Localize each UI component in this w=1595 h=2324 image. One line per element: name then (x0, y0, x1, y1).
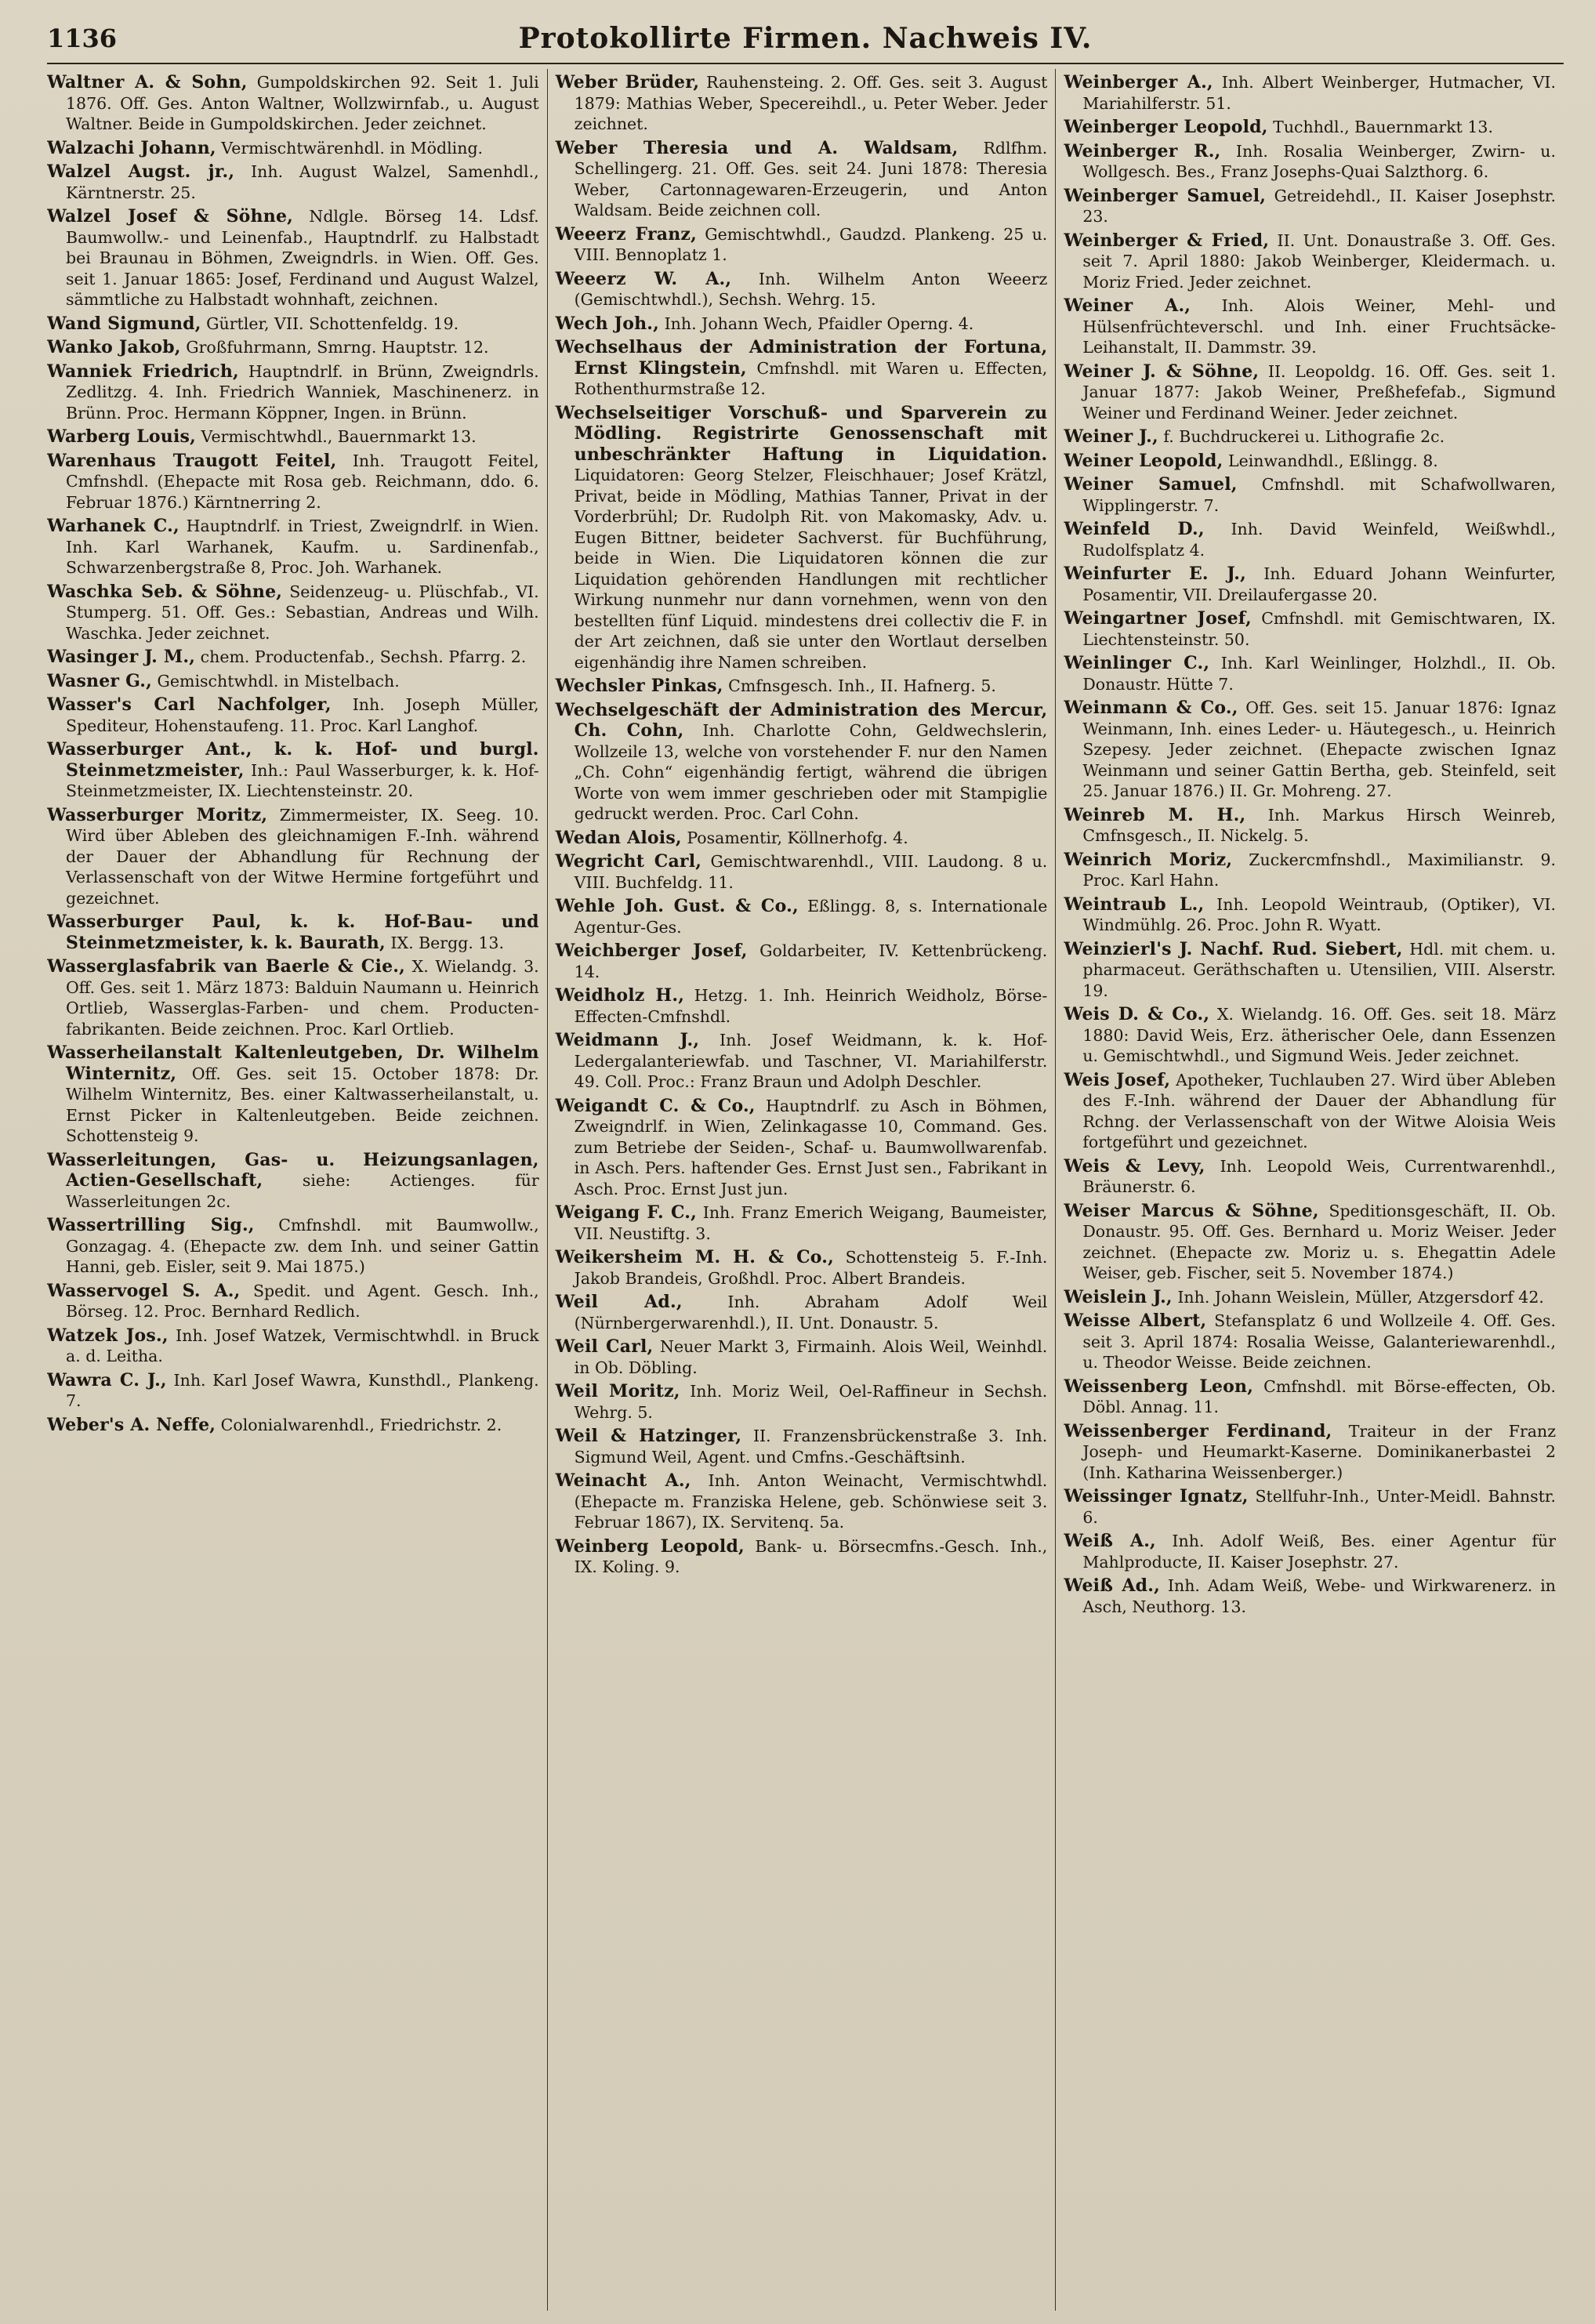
firm-name: Weis & Levy, (1064, 1155, 1205, 1177)
page-header (47, 14, 1564, 64)
firm-name: Wasinger J. M., (47, 647, 196, 667)
firm-name: Wechsler Pinkas, (555, 676, 723, 696)
firm-name: Wasserglasfabrik van Baerle & Cie., (47, 956, 405, 977)
page-title: Protokollirte Firmen. Nachweis IV. (518, 22, 1093, 55)
firm-name: Weinacht A., (555, 1470, 691, 1491)
firm-details: Inh. Traugott Feitel, Cmfnshdl. (Ehepacte mit Rosa geb. Reichmann, ddo. 6. Februar 1876.) Kärntnerring 2. (66, 451, 539, 512)
directory-entry (1064, 295, 1556, 358)
directory-entry (47, 1415, 539, 1436)
firm-details: Off. Ges. seit 15. Januar 1876: Ignaz Weinmann, Inh. eines Leder- u. Häutegesch., u. Heinrich Szepesy. Jeder zeichnet. (Ehepacte zwischen Ignaz Weinmann und seiner Gattin Bertha, geb. Steinfeld, seit 25. Januar 1876.) II. Gr. Mohreng. 27. (1082, 698, 1557, 800)
firm-details: Hdl. mit chem. u. pharmaceut. Geräthschaften u. Utensilien, VIII. Alserstr. 19. (1082, 939, 1557, 1000)
firm-details: Cmfnshdl. mit Schafwollwaren, Wipplingerstr. 7. (1082, 475, 1557, 515)
firm-name: Weinberger Leopold, (1064, 117, 1268, 137)
firm-name: Wand Sigmund, (47, 313, 201, 334)
firm-details: Inh. Markus Hirsch Weinreb, Cmfnsgesch., II. Nickelg. 5. (1082, 805, 1557, 845)
directory-entry (47, 805, 539, 909)
directory-entry (47, 337, 539, 358)
firm-name: Watzek Jos., (47, 1325, 169, 1346)
directory-entry (47, 694, 539, 736)
firm-details: Gemischtwarenhdl., VIII. Laudong. 8 u. VIII. Buchfeldg. 11. (574, 852, 1048, 892)
directory-entry (1064, 230, 1556, 293)
firm-name: Wegricht Carl, (555, 851, 702, 872)
directory-entry (556, 403, 1048, 673)
firm-details: Inh.: Paul Wasserburger, k. k. Hof-Steinmetzmeister, IX. Liechtensteinstr. 20. (66, 760, 539, 800)
firm-details: Inh. Rosalia Weinberger, Zwirn- u. Wollgesch. Bes., Franz Josephs-Quai Salzthorg. 6. (1082, 141, 1557, 181)
directory-entry (556, 1247, 1048, 1289)
firm-name: Weinberger Samuel, (1064, 185, 1267, 206)
directory-entry (556, 72, 1048, 135)
firm-details: Inh. Leopold Weis, Currentwarenhdl., Bräunerstr. 6. (1082, 1156, 1557, 1196)
firm-details: Hetzg. 1. Inh. Heinrich Weidholz, Börse-Effecten-Cmfnshdl. (574, 986, 1048, 1026)
firm-name: Warberg Louis, (47, 426, 196, 447)
firm-details: Cmfnshdl. mit Baumwollw., Gonzagag. 4. (Ehepacte zw. dem Inh. und seiner Gattin Hanni, geb. Eisler, seit 9. Mai 1875.) (66, 1216, 539, 1276)
firm-details: Hauptndrlf. in Triest, Zweigndrlf. in Wien. Inh. Karl Warhanek, Kaufm. u. Sardinenfab., Schwarzenbergstraße 8, Proc. Joh. Warhanek. (66, 517, 539, 577)
directory-entry (47, 206, 539, 310)
firm-name: Weinberger R., (1064, 140, 1221, 161)
firm-name: Weiner Leopold, (1064, 450, 1223, 471)
directory-entry (556, 1426, 1048, 1467)
firm-name: Weinreb M. H., (1064, 804, 1246, 825)
firm-name: Weigang F. C., (555, 1202, 697, 1223)
directory-entry (1064, 894, 1556, 936)
firm-details: Gemischtwhdl., Gaudzd. Plankeng. 25 u. VIII. Bennoplatz 1. (574, 224, 1048, 264)
firm-details: Stefansplatz 6 und Wollzeile 4. Off. Ges. seit 3. April 1874: Rosalia Weisse, Galanteriewarenhdl., u. Theodor Weisse. Beide zeichnen. (1082, 1311, 1557, 1372)
firm-name: Weiser Marcus & Söhne, (1064, 1200, 1319, 1221)
firm-details: IX. Bergg. 13. (390, 933, 504, 952)
directory-entry (1064, 186, 1556, 227)
directory-entry (1064, 653, 1556, 694)
firm-name: Weeerz Franz, (555, 223, 697, 245)
firm-details: Großfuhrmann, Smrng. Hauptstr. 12. (186, 338, 489, 357)
firm-name: Weber's A. Neffe, (47, 1414, 216, 1435)
firm-details: Cmfnshdl. mit Waren u. Effecten, Rothenthurmstraße 12. (574, 358, 1048, 398)
firm-details: Inh. David Weinfeld, Weißwhdl., Rudolfsplatz 4. (1082, 520, 1557, 560)
directory-entry (556, 1292, 1048, 1333)
directory-entry (556, 851, 1048, 893)
firm-name: Warenhaus Traugott Feitel, (47, 450, 337, 471)
firm-name: Weinberg Leopold, (555, 1535, 745, 1557)
directory-entry (47, 1325, 539, 1367)
firm-name: Wasner G., (47, 670, 152, 691)
firm-name: Weiß A., (1064, 1531, 1156, 1551)
firm-details: Inh. Karl Josef Wawra, Kunsthdl., Plankeng. 7. (66, 1370, 539, 1410)
directory-entry (1064, 564, 1556, 605)
directory-entry (1064, 361, 1556, 424)
directory-entry (47, 516, 539, 578)
firm-details: Bank- u. Börsecmfns.-Gesch. Inh., IX. Koling. 9. (574, 1536, 1048, 1576)
directory-entry (47, 314, 539, 335)
column-right (1055, 69, 1564, 2311)
firm-details: Inh. Karl Weinlinger, Holzhdl., II. Ob. Donaustr. Hütte 7. (1082, 654, 1556, 694)
directory-entry (1064, 451, 1556, 472)
firm-name: Weiner A., (1064, 295, 1191, 316)
firm-name: Weis D. & Co., (1064, 1004, 1210, 1024)
firm-name: Weinberger A., (1064, 72, 1213, 92)
directory-entry (556, 1202, 1048, 1244)
firm-details: Traiteur in der Franz Joseph- und Heumarkt-Kaserne. Dominikanerbastei 2 (Inh. Katharina Weissenberger.) (1082, 1421, 1557, 1482)
firm-name: Wechselhaus der Administration der Fortuna, Ernst Klingstein, (555, 337, 1048, 379)
directory-entry (47, 138, 539, 159)
firm-name: Weintraub L., (1064, 894, 1205, 915)
firm-name: Weinrich Moriz, (1064, 849, 1233, 870)
firm-details: chem. Productenfab., Sechsh. Pfarrg. 2. (200, 647, 527, 666)
firm-name: Weichberger Josef, (555, 941, 748, 961)
firm-details: Cmfnshdl. mit Börse-effecten, Ob. Döbl. Annag. 11. (1082, 1376, 1557, 1416)
directory-entry (47, 426, 539, 448)
directory-entry (556, 269, 1048, 310)
directory-entry (47, 582, 539, 644)
entry-columns (47, 69, 1564, 2311)
firm-name: Wasserburger Paul, k. k. Hof-Bau- und Steinmetzmeister, k. k. Baurath, (47, 912, 539, 953)
directory-entry (1064, 939, 1556, 1002)
firm-name: Wasserburger Moritz, (47, 804, 268, 825)
firm-name: Walzel Josef & Söhne, (47, 206, 293, 227)
firm-details: Inh. Josef Weidmann, k. k. Hof-Ledergalanteriewfab. und Taschner, VI. Mariahilferstr. 49. Coll. Proc.: Franz Braun und Adolph Deschler. (574, 1031, 1048, 1091)
firm-details: Liquidatoren: Georg Stelzer, Fleischhauer; Josef Krätzl, Privat, beide in Mödling, Mathias Tanner, Privat in der Vorderbrühl; Dr. Rudolph Rit. von Makomasky, Adv. u. Eugen Bittner, beideter Sachverst. für Buchführung, beide in Wien. Die Liquidatoren können die zur Liquidation gehörenden Handlungen mit rechtlicher Wirkung nunmehr nur dann vornehmen, wenn von den bestellten fünf Liquid. mindestens drei collectiv die F. in der Art zeichnen, daß sie unter den Wortlaut derselben eigenhändig ihre Namen schreiben. (574, 466, 1048, 672)
firm-name: Weinlinger C., (1064, 653, 1210, 673)
firm-details: Spedit. und Agent. Gesch. Inh., Börseg. 12. Proc. Bernhard Redlich. (66, 1281, 539, 1321)
firm-name: Weinfurter E. J., (1064, 564, 1246, 584)
directory-entry (556, 1381, 1048, 1423)
directory-entry (47, 361, 539, 424)
directory-entry (556, 896, 1048, 937)
column-left (47, 69, 547, 2311)
firm-details: Schottensteig 5. F.-Inh. Jakob Brandeis, Großhdl. Proc. Albert Brandeis. (574, 1248, 1048, 1288)
firm-name: Weissenberger Ferdinand, (1064, 1420, 1332, 1441)
firm-details: Zimmermeister, IX. Seeg. 10. Wird über Ableben des gleichnamigen F.-Inh. während der Dauer der Abhandlung für Rechnung der Verlassenschaft von der Witwe Hermine fortgeführt und gezeichnet. (66, 805, 539, 908)
firm-name: Weiner J., (1064, 426, 1158, 447)
firm-details: Cmfnshdl. mit Gemischtwaren, IX. Liechtensteinstr. 50. (1082, 609, 1556, 649)
directory-entry (556, 1096, 1048, 1200)
directory-entry (556, 1030, 1048, 1093)
firm-details: Cmfnsgesch. Inh., II. Hafnerg. 5. (728, 676, 996, 695)
firm-name: Weissenberg Leon, (1064, 1376, 1254, 1397)
directory-entry (1064, 1070, 1556, 1153)
firm-name: Weinberger & Fried, (1064, 230, 1270, 251)
firm-details: Rdlfhm. Schellingerg. 21. Off. Ges. seit 24. Juni 1878: Theresia Weber, Cartonnagewaren-Erzeugerin, und Anton Waldsam. Beide zeichnen coll. (574, 138, 1048, 219)
firm-name: Weinfeld D., (1064, 519, 1205, 539)
firm-name: Wassertrilling Sig., (47, 1215, 255, 1235)
firm-details: Neuer Markt 3, Firmainh. Alois Weil, Weinhdl. in Ob. Döbling. (574, 1337, 1048, 1377)
firm-name: Wasser's Carl Nachfolger, (47, 694, 332, 715)
firm-details: Inh. Albert Weinberger, Hutmacher, VI. Mariahilferstr. 51. (1082, 73, 1556, 113)
firm-details: Inh. Franz Emerich Weigang, Baumeister, VII. Neustiftg. 3. (574, 1203, 1048, 1243)
firm-details: Tuchhdl., Bauernmarkt 13. (1273, 118, 1493, 136)
firm-details: Inh. Josef Watzek, Vermischtwhdl. in Bruck a. d. Leitha. (66, 1325, 539, 1365)
firm-name: Wasservogel S. A., (47, 1280, 241, 1301)
directory-entry (1064, 1421, 1556, 1484)
firm-details: II. Franzensbrückenstraße 3. Inh. Sigmund Weil, Agent. und Cmfns.-Geschäftsinh. (574, 1427, 1048, 1467)
firm-name: Wechselseitiger Vorschuß- und Sparverein zu Mödling. Registrirte Genossenschaft mit unbeschränkter Haftung in Liquidation. (555, 402, 1048, 465)
directory-entry (556, 314, 1048, 335)
firm-name: Weigandt C. & Co., (555, 1095, 756, 1116)
firm-name: Weinmann & Co., (1064, 698, 1238, 718)
firm-details: Posamentir, Köllnerhofg. 4. (687, 828, 908, 847)
firm-name: Weisse Albert, (1064, 1311, 1207, 1331)
firm-name: Wasserleitungen, Gas- u. Heizungsanlagen, Actien-Gesellschaft, (47, 1149, 539, 1191)
directory-entry (47, 72, 539, 135)
firm-name: Weiner J. & Söhne, (1064, 361, 1260, 382)
firm-name: Weil Moritz, (555, 1381, 680, 1401)
firm-details: Stellfuhr-Inh., Unter-Meidl. Bahnstr. 6. (1082, 1487, 1556, 1527)
firm-details: Inh. Moriz Weil, Oel-Raffineur in Sechsh. Wehrg. 5. (574, 1382, 1048, 1422)
firm-details: X. Wielandg. 3. Off. Ges. seit 1. März 1873: Balduin Naumann u. Heinrich Ortlieb, Wasserglas-Farben- und chem. Producten-fabrikanten. Beide zeichnen. Proc. Karl Ortlieb. (66, 957, 539, 1039)
directory-entry (1064, 1004, 1556, 1067)
firm-details: Ndlgle. Börseg 14. Ldsf. Baumwollw.- und Leinenfab., Hauptndrlf. zu Halbstadt bei Braunau in Böhmen, Zweigndrls. in Wien. Off. Ges. seit 1. Januar 1865: Josef, Ferdinand und August Walzel, sämmtliche zu Halbstadt wohnhaft, zeichnen. (66, 207, 539, 309)
firm-name: Walzachi Johann, (47, 137, 216, 158)
column-middle (547, 69, 1056, 2311)
firm-name: Waschka Seb. & Söhne, (47, 581, 283, 602)
firm-details: Inh. Charlotte Cohn, Geldwechslerin, Wollzeile 13, welche von vorstehender F. nur den Namen „Ch. Cohn“ eigenhändig fertigt, während die übrigen Worte von wem immer geschrieben oder mit Stampiglie gedruckt werden. Proc. Carl Cohn. (574, 721, 1048, 823)
firm-details: Inh. Joseph Müller, Spediteur, Hohenstaufeng. 11. Proc. Karl Langhof. (66, 695, 539, 735)
firm-details: II. Leopoldg. 16. Off. Ges. seit 1. Januar 1877: Jakob Weiner, Preßhefefab., Sigmund Weiner und Ferdinand Weiner. Jeder zeichnet. (1082, 361, 1557, 422)
directory-entry (1064, 608, 1556, 650)
firm-details: Inh. Abraham Adolf Weil (Nürnbergerwarenhdl.), II. Unt. Donaustr. 5. (574, 1293, 1048, 1332)
firm-details: Vermischtwärenhdl. in Mödling. (221, 138, 484, 158)
firm-name: Weeerz W. A., (555, 268, 732, 289)
directory-entry (1064, 850, 1556, 891)
firm-details: Leinwandhdl., Eßlingg. 8. (1227, 451, 1438, 470)
firm-name: Weidmann J., (555, 1030, 700, 1050)
directory-entry (1064, 1201, 1556, 1284)
firm-name: Wanko Jakob, (47, 337, 181, 357)
firm-details: Goldarbeiter, IV. Kettenbrückeng. 14. (574, 941, 1048, 981)
firm-details: Speditionsgeschäft, II. Ob. Donaustr. 95. Off. Ges. Bernhard u. Moriz Weiser. Jeder zeichnet. (Ehepacte zw. Moriz u. s. Ehegattin Adele Weiser, geb. Fischer, seit 5. November 1874.) (1082, 1201, 1557, 1282)
firm-name: Weil Carl, (555, 1336, 654, 1357)
firm-details: Inh. Johann Wech, Pfaidler Operng. 4. (664, 314, 974, 333)
directory-entry (1064, 426, 1556, 448)
firm-name: Weinzierl's J. Nachf. Rud. Siebert, (1064, 938, 1403, 959)
directory-entry (1064, 474, 1556, 516)
firm-name: Wanniek Friedrich, (47, 361, 239, 382)
directory-entry (1064, 805, 1556, 847)
firm-name: Wawra C. J., (47, 1369, 167, 1390)
directory-entry (47, 647, 539, 668)
page-number: 1136 (47, 24, 118, 53)
directory-entry (1064, 1287, 1556, 1308)
directory-entry (47, 956, 539, 1039)
firm-name: Weidholz H., (555, 985, 685, 1006)
firm-details: Inh. Eduard Johann Weinfurter, Posamentir, VII. Dreilaufergasse 20. (1082, 564, 1556, 604)
directory-entry (1064, 72, 1556, 114)
directory-entry (556, 828, 1048, 849)
firm-name: Weis Josef, (1064, 1069, 1171, 1090)
directory-entry (1064, 1486, 1556, 1528)
firm-name: Weber Brüder, (555, 72, 700, 92)
firm-name: Wech Joh., (555, 313, 660, 334)
firm-details: Apotheker, Tuchlauben 27. Wird über Ableben des F.-Inh. während der Dauer der Abhandlung für Rchng. der Verlassenschaft von der Witwe Aloisia Weis fortgeführt und gezeichnet. (1082, 1070, 1557, 1151)
directory-entry (47, 1281, 539, 1322)
directory-entry (1064, 1156, 1556, 1198)
firm-name: Weissinger Ignatz, (1064, 1486, 1249, 1506)
firm-name: Wasserburger Ant., k. k. Hof- und burgl. Steinmetzmeister, (47, 739, 539, 781)
directory-entry (1064, 117, 1556, 138)
directory-entry (1064, 1531, 1556, 1572)
directory-entry (47, 161, 539, 203)
firm-details: II. Unt. Donaustraße 3. Off. Ges. seit 7. April 1880: Jakob Weinberger, Kleidermach. u. Moriz Fried. Jeder zeichnet. (1082, 230, 1557, 292)
directory-entry (47, 1215, 539, 1278)
directory-entry (1064, 519, 1556, 560)
directory-entry (47, 451, 539, 513)
directory-entry (47, 912, 539, 953)
firm-name: Weiner Samuel, (1064, 474, 1238, 495)
directory-entry (1064, 1376, 1556, 1418)
directory-entry (556, 337, 1048, 400)
firm-details: siehe: Actienges. für Wasserleitungen 2c. (66, 1171, 539, 1211)
firm-details: Inh. August Walzel, Samenhdl., Kärntnerstr. 25. (66, 162, 539, 202)
firm-details: X. Wielandg. 16. Off. Ges. seit 18. März 1880: David Weis, Erz. ätherischer Oele, dann Essenzen u. Gemischtwhdl., und Sigmund Weis. Jeder zeichnet. (1082, 1005, 1557, 1065)
firm-name: Walzel Augst. jr., (47, 161, 235, 182)
firm-details: Inh. Leopold Weintraub, (Optiker), VI. Windmühlg. 26. Proc. John R. Wyatt. (1082, 894, 1557, 934)
directory-entry (556, 985, 1048, 1027)
directory-entry (556, 1470, 1048, 1533)
directory-entry (1064, 141, 1556, 183)
firm-name: Waltner A. & Sohn, (47, 72, 248, 92)
directory-entry (556, 138, 1048, 221)
firm-details: Hauptndrlf. zu Asch in Böhmen, Zweigndrlf. in Wien, Zelinkagasse 10, Command. Ges. zum Betriebe der Seiden-, Schaf- u. Baumwollwarenfab. in Asch. Pers. haftender Ges. Ernst Just sen., Fabrikant in Asch. Proc. Ernst Just jun. (574, 1096, 1048, 1198)
directory-entry (556, 700, 1048, 825)
directory-entry (556, 224, 1048, 266)
firm-details: Eßlingg. 8, s. Internationale Agentur-Ges. (574, 897, 1048, 937)
directory-entry (47, 739, 539, 802)
firm-details: Hauptndrlf. in Brünn, Zweigndrls. Zedlitzg. 4. Inh. Friedrich Wanniek, Maschinenerz. in Brünn. Proc. Hermann Köppner, Ingen. in Brünn. (66, 361, 539, 422)
directory-entry (556, 1536, 1048, 1578)
firm-details: Getreidehdl., II. Kaiser Josephstr. 23. (1082, 186, 1556, 226)
firm-details: Inh. Anton Weinacht, Vermischtwhdl. (Ehepacte m. Franziska Helene, geb. Schönwiese seit 3. Februar 1867), IX. Servitenq. 5a. (574, 1471, 1048, 1532)
directory-entry (47, 671, 539, 692)
firm-name: Weber Theresia und A. Waldsam, (555, 137, 959, 158)
firm-name: Wasserheilanstalt Kaltenleutgeben, Dr. Wilhelm Winternitz, (47, 1042, 539, 1084)
directory-entry (47, 1042, 539, 1147)
directory-entry (47, 1370, 539, 1412)
firm-name: Weil & Hatzinger, (555, 1426, 742, 1446)
firm-name: Warhanek C., (47, 516, 179, 536)
firm-details: Gemischtwhdl. in Mistelbach. (157, 671, 400, 691)
firm-details: Inh. Adam Weiß, Webe- und Wirkwarenerz. in Asch, Neuthorg. 13. (1082, 1576, 1556, 1616)
directory-entry (47, 1150, 539, 1213)
firm-details: Inh. Wilhelm Anton Weeerz (Gemischtwhdl.), Sechsh. Wehrg. 15. (574, 269, 1048, 309)
firm-details: Inh. Johann Weislein, Müller, Atzgersdorf 42. (1177, 1287, 1544, 1307)
directory-entry (1064, 1311, 1556, 1373)
firm-name: Weislein J., (1064, 1286, 1173, 1307)
directory-entry (556, 941, 1048, 982)
firm-details: Gürtler, VII. Schottenfeldg. 19. (206, 314, 459, 333)
directory-entry (556, 676, 1048, 697)
firm-name: Weikersheim M. H. & Co., (555, 1247, 835, 1267)
firm-name: Weingartner Josef, (1064, 608, 1252, 629)
firm-details: Vermischtwhdl., Bauernmarkt 13. (201, 427, 477, 446)
firm-details: Inh. Adolf Weiß, Bes. einer Agentur für Mahlproducte, II. Kaiser Josephstr. 27. (1082, 1532, 1557, 1572)
directory-entry (556, 1336, 1048, 1378)
firm-name: Weiß Ad., (1064, 1575, 1160, 1596)
firm-details: Rauhensteing. 2. Off. Ges. seit 3. August 1879: Mathias Weber, Specereihdl., u. Peter Weber. Jeder zeichnet. (574, 73, 1048, 133)
firm-details: f. Buchdruckerei u. Lithografie 2c. (1163, 427, 1445, 446)
firm-details: Zuckercmfnshdl., Maximilianstr. 9. Proc. Karl Hahn. (1082, 850, 1557, 890)
firm-name: Weil Ad., (555, 1292, 683, 1312)
firm-details: Gumpoldskirchen 92. Seit 1. Juli 1876. Off. Ges. Anton Waltner, Wollzwirnfab., u. August Waltner. Beide in Gumpoldskirchen. Jeder zeichnet. (66, 73, 539, 133)
firm-details: Seidenzeug- u. Plüschfab., VI. Stumperg. 51. Off. Ges.: Sebastian, Andreas und Wilh. Waschka. Jeder zeichnet. (66, 582, 539, 643)
firm-name: Wehle Joh. Gust. & Co., (555, 896, 799, 916)
directory-entry (1064, 1575, 1556, 1617)
firm-details: Off. Ges. seit 15. October 1878: Dr. Wilhelm Winternitz, Bes. einer Kaltwasserheilanstalt, u. Ernst Picker in Kaltenleutgeben. Beide zeichnen. Schottensteig 9. (66, 1064, 539, 1145)
firm-details: Inh. Alois Weiner, Mehl- und Hülsenfrüchteverschl. und Inh. einer Fruchtsäcke-Leihanstalt, II. Dammstr. 39. (1082, 296, 1557, 357)
firm-details: Colonialwarenhdl., Friedrichstr. 2. (220, 1415, 502, 1434)
firm-name: Wedan Alois, (555, 827, 682, 848)
firm-name: Wechselgeschäft der Administration des Mercur, Ch. Cohn, (555, 699, 1048, 741)
directory-entry (1064, 698, 1556, 802)
